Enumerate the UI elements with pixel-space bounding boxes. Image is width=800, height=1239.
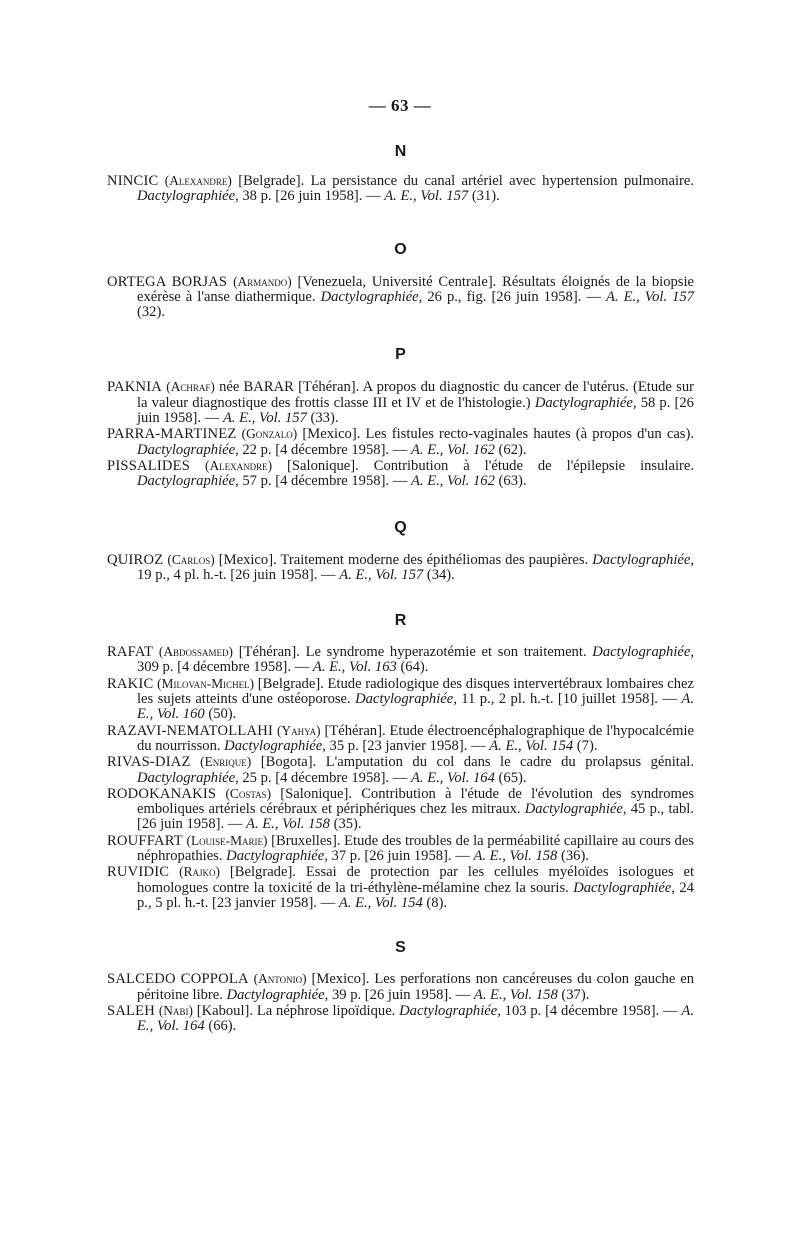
entry-doc: Dactylographiée, xyxy=(573,879,675,896)
entry-num: (66). xyxy=(204,1018,237,1035)
entry-firstname: (Antonio) xyxy=(253,971,307,987)
section-letter-heading: S xyxy=(395,939,406,957)
entry-surname: PAKNIA xyxy=(107,379,162,396)
bibliography-entry xyxy=(107,971,694,1003)
entry-text: [Kaboul]. La néphrose lipoïdique. xyxy=(192,1002,400,1019)
entry-text: [Salonique]. Contribution à l'étude de l'évolution des syndromes emboliques artériels cérébraux et périphériques chez les mitraux. xyxy=(137,785,694,818)
entry-doc: Dactylographiée, xyxy=(226,986,329,1003)
entry-ref: A. E., Vol. 164 xyxy=(410,769,495,786)
entry-doc: Dactylographiée, xyxy=(320,288,423,305)
bibliography-entry xyxy=(107,723,694,755)
entry-pages: 19 p., 4 pl. h.-t. [26 juin 1958]. — xyxy=(137,566,340,583)
entry-pages: 24 p., 5 pl. h.-t. [23 janvier 1958]. — xyxy=(137,879,694,911)
entry-firstname: (Louise-Marie) xyxy=(186,832,268,848)
entry-text: [Bogota]. L'amputation du col dans le cadre du prolapsus génital. xyxy=(251,754,694,771)
entry-surname: QUIROZ xyxy=(107,551,164,568)
entry-text: [Belgrade]. Etude radiologique des disques intervertébraux lombaires chez les sujets atteints d'une ostéoporose. xyxy=(137,675,694,708)
entry-ref: A. E., Vol. 158 xyxy=(473,848,558,865)
section-letter-heading: N xyxy=(394,143,407,160)
entry-doc: Dactylographiée, xyxy=(592,551,694,568)
entry-pages: 22 p. [4 décembre 1958]. — xyxy=(238,441,411,458)
entry-ref: A. E., Vol. 158 xyxy=(246,816,330,833)
entry-firstname: (Nabi) xyxy=(158,1002,193,1018)
entry-num: (65). xyxy=(494,769,527,786)
entry-text: [Belgrade]. La persistance du canal artériel avec hypertension pulmonaire. xyxy=(231,173,694,189)
entry-pages: 11 p., 2 pl. h.-t. [10 juillet 1958]. — xyxy=(456,691,682,708)
entry-ref: A. E., Vol. 164 xyxy=(137,1002,694,1035)
entry-doc: Dactylographiée, xyxy=(592,644,695,661)
entry-pages: 103 p. [4 décembre 1958]. — xyxy=(500,1002,682,1019)
entry-num: (36). xyxy=(557,848,589,865)
entry-text: née BARAR [Téhéran]. A propos du diagnostic du cancer de l'utérus. (Etude sur la valeur diagnostique des frottis classe III et IV et de l'histologie.) xyxy=(137,379,694,411)
entry-num: (34). xyxy=(423,566,455,583)
entry-num: (64). xyxy=(396,659,429,676)
entry-num: (31). xyxy=(468,188,500,205)
bibliography-entry xyxy=(107,754,694,786)
entry-firstname: (Abdossamed) xyxy=(158,644,233,660)
entry-doc: Dactylographiée, xyxy=(224,737,326,754)
section-letter-heading: R xyxy=(394,612,407,630)
entry-firstname: (Gonzalo) xyxy=(241,426,298,442)
entry-num: (50). xyxy=(204,706,237,723)
section-q xyxy=(107,518,694,584)
entry-surname: PARRA-MARTINEZ xyxy=(107,426,237,443)
entry-text: [Téhéran]. Etude électroencéphalographique de l'hypocalcémie du nourrisson. xyxy=(137,722,694,754)
section-letter-heading: Q xyxy=(394,518,407,536)
entry-doc: Dactylographiée, xyxy=(137,769,239,786)
bibliography-entry xyxy=(107,786,694,833)
entry-pages: 26 p., fig. [26 juin 1958]. — xyxy=(422,288,606,305)
entry-firstname: (Rajko) xyxy=(179,864,220,880)
entry-surname: RAFAT xyxy=(107,644,154,661)
entry-ref: A. E., Vol. 154 xyxy=(338,894,423,911)
entry-pages: 309 p. [4 décembre 1958]. — xyxy=(137,659,313,676)
section-letter-heading: P xyxy=(395,346,406,364)
entry-ref: A. E., Vol. 154 xyxy=(489,737,574,754)
entry-text: [Mexico]. Traitement moderne des épithéliomas des paupières. xyxy=(214,551,593,568)
entry-surname: RODOKANAKIS xyxy=(107,785,217,802)
entry-firstname: (Carlos) xyxy=(167,551,215,567)
bibliography-entry xyxy=(107,274,694,321)
entry-pages: 45 p., tabl. [26 juin 1958]. — xyxy=(137,801,694,833)
entry-num: (62). xyxy=(494,441,527,458)
entry-surname: ORTEGA BORJAS xyxy=(107,273,228,290)
bibliography-entry xyxy=(107,426,694,458)
entry-pages: 57 p. [4 décembre 1958]. — xyxy=(238,473,411,490)
bibliography-entry xyxy=(107,864,694,911)
entry-surname: RIVAS-DIAZ xyxy=(107,754,191,771)
entry-text: [Bruxelles]. Etude des troubles de la perméabilité capillaire au cours des néphropathies. xyxy=(137,832,694,865)
bibliography-entry xyxy=(107,676,694,723)
entry-text: [Salonique]. Contribution à l'étude de l'épilepsie insulaire. xyxy=(272,457,694,474)
section-r xyxy=(107,611,694,911)
entry-firstname: (Armando) xyxy=(233,273,292,289)
entry-text: [Mexico]. Les fistules recto-vaginales hautes (à propos d'un cas). xyxy=(297,426,694,443)
entry-doc: Dactylographiée, xyxy=(524,801,627,818)
entry-text: [Venezuela, Université Centrale]. Résultats éloignés de la biopsie exérèse à l'anse diathermique. xyxy=(137,273,695,305)
bibliography-entry xyxy=(107,552,694,584)
entry-surname: NINCIC xyxy=(107,173,159,189)
page-number: — 63 — xyxy=(368,96,432,115)
entry-pages: 39 p. [26 juin 1958]. — xyxy=(328,986,474,1003)
entry-pages: 25 p. [4 décembre 1958]. — xyxy=(238,769,411,786)
bibliography-entry xyxy=(107,458,694,490)
entry-pages: 37 p. [26 juin 1958]. — xyxy=(327,848,474,865)
entry-doc: Dactylographiée, xyxy=(355,691,457,708)
entry-pages: 58 p. [26 juin 1958]. — xyxy=(137,394,694,427)
entry-doc: Dactylographiée, xyxy=(137,441,239,458)
entry-ref: A. E., Vol. 162 xyxy=(410,441,495,458)
entry-ref: A. E., Vol. 163 xyxy=(312,659,397,676)
entry-text: [Téhéran]. Le syndrome hyperazotémie et son traitement. xyxy=(232,644,593,661)
entry-text: [Mexico]. Les perforations non cancéreuses du colon gauche en péritoine libre. xyxy=(137,971,694,1003)
entry-num: (7). xyxy=(573,737,598,754)
entry-ref: A. E., Vol. 158 xyxy=(473,986,558,1003)
bibliography-entry xyxy=(107,644,694,676)
entry-pages: 35 p. [23 janvier 1958]. — xyxy=(325,737,490,754)
entry-surname: SALEH xyxy=(107,1002,156,1019)
entry-doc: Dactylographiée, xyxy=(399,1002,501,1019)
section-n xyxy=(107,142,694,205)
entry-text: [Belgrade]. Essai de protection par les cellules myéloïdes isologues et homologues contre la toxicité de la tri-éthylène-mélamine chez la souris. xyxy=(137,864,694,896)
entry-pages: 38 p. [26 juin 1958]. — xyxy=(238,188,385,205)
entry-surname: RAKIC xyxy=(107,675,154,692)
entry-surname: ROUFFART xyxy=(107,832,183,849)
entry-firstname: (Alexandre) xyxy=(205,457,273,473)
entry-firstname: (Costas) xyxy=(225,785,272,801)
entry-doc: Dactylographiée, xyxy=(137,473,239,490)
entry-ref: A. E., Vol. 162 xyxy=(410,473,495,490)
bibliography-entry xyxy=(107,1003,694,1035)
entry-ref: A. E., Vol. 160 xyxy=(137,691,694,723)
bibliography-entry xyxy=(107,173,694,205)
entry-num: (8). xyxy=(422,894,448,911)
section-s xyxy=(107,938,694,1034)
entry-num: (35). xyxy=(329,816,362,833)
entry-ref: A. E., Vol. 157 xyxy=(384,188,469,205)
entry-num: (63). xyxy=(494,473,527,490)
entry-firstname: (Yahya) xyxy=(276,722,321,738)
entry-doc: Dactylographiée, xyxy=(137,188,239,205)
entry-num: (32). xyxy=(137,304,165,321)
entry-num: (37). xyxy=(557,986,590,1003)
entry-surname: SALCEDO COPPOLA xyxy=(107,971,249,988)
entry-firstname: (Achraf) xyxy=(166,379,215,395)
section-letter-heading: O xyxy=(394,240,407,258)
bibliography-entry xyxy=(107,833,694,865)
entry-ref: A. E., Vol. 157 xyxy=(605,288,695,305)
bibliography-entry xyxy=(107,379,694,426)
entry-ref: A. E., Vol. 157 xyxy=(222,410,307,427)
entry-firstname: (Enrique) xyxy=(200,754,252,770)
entry-doc: Dactylographiée, xyxy=(226,848,328,865)
entry-surname: RUVIDIC xyxy=(107,864,170,881)
entry-surname: RAZAVI-NEMATOLLAHI xyxy=(107,722,274,739)
section-o xyxy=(107,240,694,321)
entry-num: (33). xyxy=(306,410,339,427)
entry-firstname: (Alexandre) xyxy=(164,173,232,188)
entry-ref: A. E., Vol. 157 xyxy=(339,566,424,583)
entry-surname: PISSALIDES xyxy=(107,457,191,474)
entry-firstname: (Milovan-Michel) xyxy=(157,675,255,691)
section-p xyxy=(107,345,694,489)
bibliography-list xyxy=(107,132,694,1034)
entry-doc: Dactylographiée, xyxy=(534,394,637,411)
